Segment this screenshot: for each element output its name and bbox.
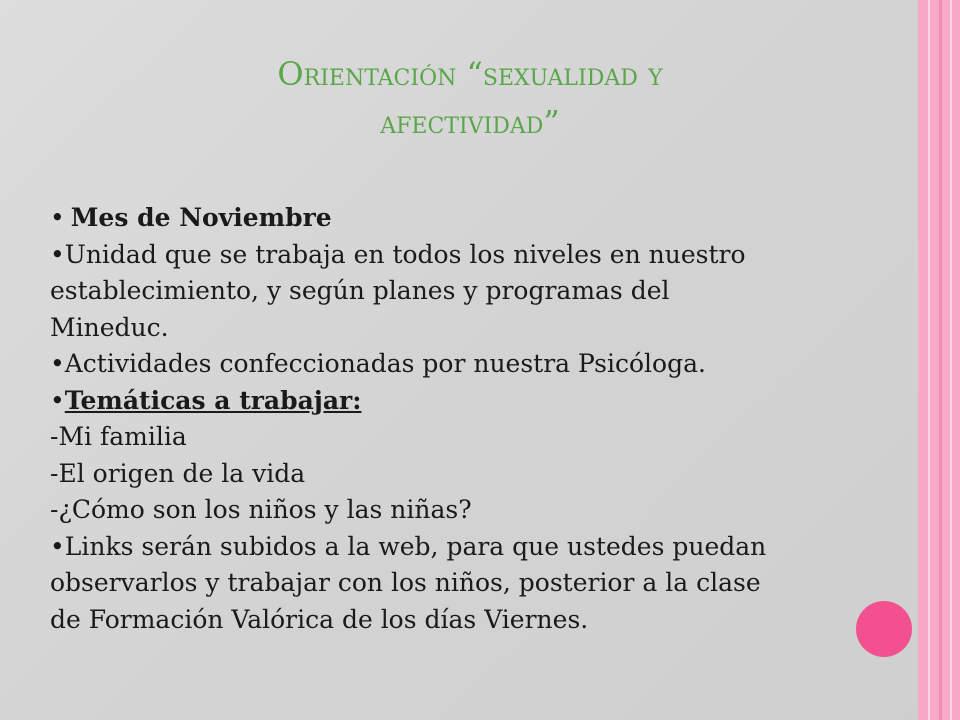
band-stripe: [939, 0, 942, 720]
bullet-icon: •: [50, 239, 65, 269]
unit-text-3: Mineduc.: [50, 312, 169, 342]
unit-text-1: Unidad que se trabaja en todos los niveles en nuestro: [64, 239, 746, 269]
bullet-unit: [50, 237, 920, 274]
topics-heading: Temáticas a trabajar:: [64, 385, 362, 415]
bullet-month: [50, 200, 920, 237]
band-stripe: [928, 0, 930, 720]
activities-text: Actividades confeccionadas por nuestra Psicóloga.: [64, 349, 706, 378]
band-stripe: [950, 0, 952, 720]
slide-content: [50, 200, 920, 638]
bullet-icon: •: [50, 203, 65, 232]
bullet-links: [50, 529, 920, 566]
pink-circle-decoration: [856, 601, 912, 657]
bullet-topics: [50, 383, 920, 420]
links-text-2: observarlos y trabajar con los niños, posterior a la clase: [50, 568, 761, 597]
title-line-2: afectividad”: [380, 103, 560, 141]
topic-item: -¿Cómo son los niños y las niñas?: [50, 495, 472, 524]
unit-text-2: establecimiento, y según planes y programas del: [50, 276, 670, 305]
bullet-activities: [50, 346, 920, 383]
topic-item: -El origen de la vida: [50, 458, 306, 488]
links-text-3: de Formación Valórica de los días Viernes.: [50, 604, 589, 634]
slide-title: [120, 50, 820, 146]
bullet-icon: •: [50, 385, 65, 415]
links-text-1: Links serán subidos a la web, para que ustedes puedan: [64, 531, 767, 561]
bullet-icon: •: [50, 531, 65, 561]
topic-item: -Mi familia: [50, 422, 187, 451]
title-line-1: Orientación “sexualidad y: [277, 55, 663, 93]
bullet-icon: •: [50, 349, 65, 378]
month-label: Mes de Noviembre: [70, 203, 332, 232]
